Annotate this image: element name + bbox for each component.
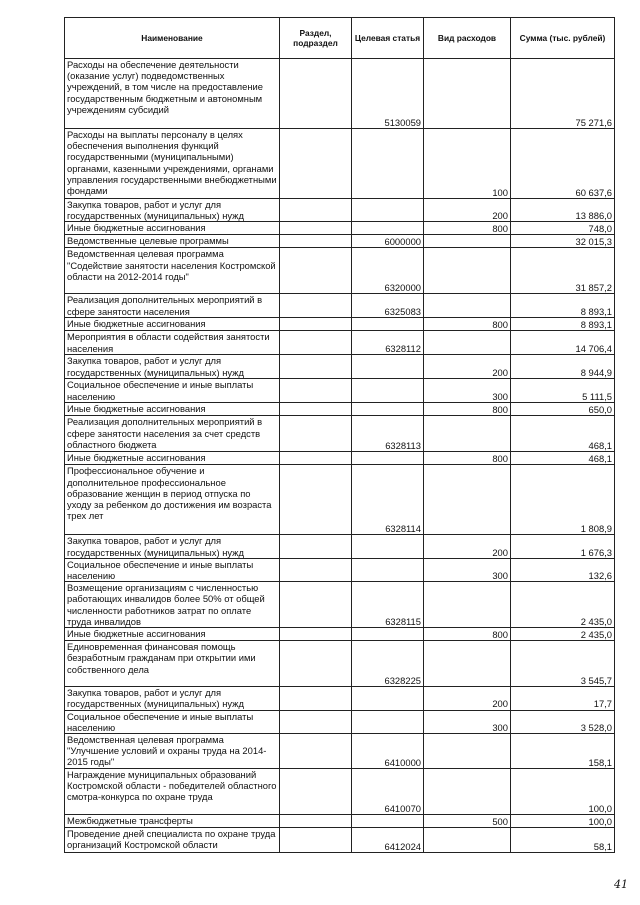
cell-name: Закупка товаров, работ и услуг для государственных (муниципальных) нужд <box>65 687 280 710</box>
cell-target: 6328114 <box>352 465 424 535</box>
cell-target <box>352 199 424 222</box>
cell-expense: 800 <box>424 318 511 331</box>
cell-expense <box>424 465 511 535</box>
cell-expense: 200 <box>424 535 511 558</box>
table-row <box>65 235 615 248</box>
header-section: Раздел, подраздел <box>280 18 352 59</box>
cell-name: Единовременная финансовая помощь безработным гражданам при открытии ими собственного дела <box>65 641 280 687</box>
cell-expense <box>424 734 511 769</box>
table-row <box>65 355 615 379</box>
cell-target <box>352 628 424 641</box>
cell-sum: 1 676,3 <box>511 535 615 558</box>
page-number: 41 <box>614 878 628 891</box>
cell-name: Ведомственные целевые программы <box>65 235 280 248</box>
cell-name: Иные бюджетные ассигнования <box>65 628 280 641</box>
cell-target: 6328115 <box>352 582 424 628</box>
cell-section <box>280 687 352 710</box>
cell-sum: 60 637,6 <box>511 129 615 199</box>
table-row <box>65 199 615 222</box>
header-target: Целевая статья <box>352 18 424 59</box>
cell-expense: 300 <box>424 558 511 581</box>
cell-section <box>280 199 352 222</box>
cell-expense <box>424 235 511 248</box>
cell-sum: 75 271,6 <box>511 59 615 129</box>
cell-target <box>352 535 424 558</box>
cell-expense <box>424 331 511 355</box>
cell-target: 6410000 <box>352 734 424 769</box>
cell-name: Иные бюджетные ассигнования <box>65 452 280 465</box>
cell-name: Иные бюджетные ассигнования <box>65 222 280 235</box>
cell-name: Возмещение организациям с численностью работающих инвалидов более 50% от общей численности работников затрат по оплате труда инвалидов <box>65 582 280 628</box>
cell-sum: 2 435,0 <box>511 582 615 628</box>
cell-target <box>352 403 424 416</box>
cell-sum: 2 435,0 <box>511 628 615 641</box>
table-row <box>65 59 615 129</box>
cell-sum: 31 857,2 <box>511 248 615 294</box>
cell-sum: 3 528,0 <box>511 710 615 733</box>
cell-sum: 468,1 <box>511 452 615 465</box>
cell-name: Социальное обеспечение и иные выплаты населению <box>65 710 280 733</box>
cell-target: 6320000 <box>352 248 424 294</box>
cell-sum: 5 111,5 <box>511 379 615 403</box>
budget-table-page <box>64 17 614 853</box>
cell-section <box>280 235 352 248</box>
cell-target <box>352 452 424 465</box>
cell-target: 6328225 <box>352 641 424 687</box>
cell-name: Реализация дополнительных мероприятий в сфере занятости населения <box>65 294 280 318</box>
cell-target: 6328112 <box>352 331 424 355</box>
budget-table <box>64 17 615 853</box>
table-header-row <box>65 18 615 59</box>
cell-name: Закупка товаров, работ и услуг для государственных (муниципальных) нужд <box>65 535 280 558</box>
table-row <box>65 379 615 403</box>
table-row <box>65 558 615 581</box>
table-row <box>65 628 615 641</box>
cell-name: Расходы на выплаты персоналу в целях обеспечения выполнения функций государственными (муниципальными) органами, казенными учреждениями, органами управления государственными внебюджетными фондами <box>65 129 280 199</box>
cell-name: Закупка товаров, работ и услуг для государственных (муниципальных) нужд <box>65 355 280 379</box>
cell-sum: 468,1 <box>511 416 615 452</box>
cell-section <box>280 769 352 815</box>
cell-name: Социальное обеспечение и иные выплаты населению <box>65 558 280 581</box>
cell-name: Межбюджетные трансферты <box>65 815 280 828</box>
table-row <box>65 582 615 628</box>
table-row <box>65 294 615 318</box>
header-sum: Сумма (тыс. рублей) <box>511 18 615 59</box>
cell-expense: 800 <box>424 452 511 465</box>
cell-sum: 1 808,9 <box>511 465 615 535</box>
cell-expense <box>424 769 511 815</box>
cell-sum: 8 893,1 <box>511 318 615 331</box>
cell-expense <box>424 641 511 687</box>
cell-name: Ведомственная целевая программа "Улучшение условий и охраны труда на 2014-2015 годы" <box>65 734 280 769</box>
cell-sum: 100,0 <box>511 769 615 815</box>
cell-target: 6412024 <box>352 828 424 853</box>
cell-section <box>280 129 352 199</box>
cell-target <box>352 379 424 403</box>
cell-section <box>280 815 352 828</box>
cell-section <box>280 628 352 641</box>
table-row <box>65 535 615 558</box>
cell-section <box>280 452 352 465</box>
cell-target <box>352 129 424 199</box>
table-row <box>65 403 615 416</box>
cell-section <box>280 248 352 294</box>
table-row <box>65 129 615 199</box>
cell-name: Реализация дополнительных мероприятий в сфере занятости населения за счет средств областного бюджета <box>65 416 280 452</box>
cell-sum: 100,0 <box>511 815 615 828</box>
cell-name: Награждение муниципальных образований Костромской области - победителей областного смотра-конкурса по охране труда <box>65 769 280 815</box>
cell-section <box>280 734 352 769</box>
cell-name: Иные бюджетные ассигнования <box>65 318 280 331</box>
table-row <box>65 710 615 733</box>
cell-target: 6325083 <box>352 294 424 318</box>
cell-section <box>280 582 352 628</box>
table-row <box>65 769 615 815</box>
cell-section <box>280 59 352 129</box>
cell-target <box>352 318 424 331</box>
cell-expense: 200 <box>424 687 511 710</box>
cell-sum: 58,1 <box>511 828 615 853</box>
cell-section <box>280 318 352 331</box>
table-row <box>65 331 615 355</box>
cell-expense: 200 <box>424 355 511 379</box>
cell-expense <box>424 582 511 628</box>
cell-section <box>280 294 352 318</box>
table-row <box>65 222 615 235</box>
table-row <box>65 465 615 535</box>
cell-sum: 158,1 <box>511 734 615 769</box>
cell-expense <box>424 294 511 318</box>
cell-expense: 800 <box>424 403 511 416</box>
cell-section <box>280 355 352 379</box>
cell-target: 6328113 <box>352 416 424 452</box>
table-row <box>65 641 615 687</box>
cell-sum: 650,0 <box>511 403 615 416</box>
cell-sum: 14 706,4 <box>511 331 615 355</box>
table-row <box>65 815 615 828</box>
cell-expense: 500 <box>424 815 511 828</box>
cell-target: 6410070 <box>352 769 424 815</box>
cell-sum: 32 015,3 <box>511 235 615 248</box>
cell-sum: 8 893,1 <box>511 294 615 318</box>
cell-target <box>352 558 424 581</box>
cell-section <box>280 828 352 853</box>
header-expense: Вид расходов <box>424 18 511 59</box>
cell-sum: 8 944,9 <box>511 355 615 379</box>
table-row <box>65 248 615 294</box>
cell-sum: 3 545,7 <box>511 641 615 687</box>
cell-section <box>280 465 352 535</box>
cell-sum: 17,7 <box>511 687 615 710</box>
cell-expense <box>424 59 511 129</box>
cell-name: Иные бюджетные ассигнования <box>65 403 280 416</box>
cell-section <box>280 416 352 452</box>
cell-section <box>280 403 352 416</box>
table-row <box>65 828 615 853</box>
cell-sum: 13 886,0 <box>511 199 615 222</box>
cell-target <box>352 687 424 710</box>
cell-section <box>280 379 352 403</box>
cell-target <box>352 222 424 235</box>
table-row <box>65 452 615 465</box>
table-row <box>65 687 615 710</box>
cell-section <box>280 710 352 733</box>
cell-name: Проведение дней специалиста по охране труда организаций Костромской области <box>65 828 280 853</box>
header-name: Наименование <box>65 18 280 59</box>
table-row <box>65 416 615 452</box>
cell-name: Ведомственная целевая программа "Содействие занятости населения Костромской области на 2012-2014 годы" <box>65 248 280 294</box>
cell-name: Социальное обеспечение и иные выплаты населению <box>65 379 280 403</box>
table-row <box>65 734 615 769</box>
table-row <box>65 318 615 331</box>
cell-section <box>280 222 352 235</box>
cell-expense: 800 <box>424 628 511 641</box>
cell-expense <box>424 828 511 853</box>
cell-expense: 200 <box>424 199 511 222</box>
cell-sum: 132,6 <box>511 558 615 581</box>
cell-name: Профессиональное обучение и дополнительное профессиональное образование женщин в период отпуска по уходу за ребенком до достижения им возраста трех лет <box>65 465 280 535</box>
cell-target: 6000000 <box>352 235 424 248</box>
cell-section <box>280 535 352 558</box>
cell-expense: 300 <box>424 710 511 733</box>
cell-expense <box>424 416 511 452</box>
cell-section <box>280 331 352 355</box>
cell-name: Закупка товаров, работ и услуг для государственных (муниципальных) нужд <box>65 199 280 222</box>
cell-target <box>352 815 424 828</box>
cell-name: Мероприятия в области содействия занятости населения <box>65 331 280 355</box>
cell-sum: 748,0 <box>511 222 615 235</box>
cell-target <box>352 710 424 733</box>
cell-section <box>280 558 352 581</box>
cell-expense: 300 <box>424 379 511 403</box>
cell-expense <box>424 248 511 294</box>
cell-section <box>280 641 352 687</box>
cell-expense: 800 <box>424 222 511 235</box>
cell-expense: 100 <box>424 129 511 199</box>
cell-target: 5130059 <box>352 59 424 129</box>
cell-name: Расходы на обеспечение деятельности (оказание услуг) подведомственных учреждений, в том числе на предоставление государственным бюджетным и автономным учреждениям субсидий <box>65 59 280 129</box>
cell-target <box>352 355 424 379</box>
